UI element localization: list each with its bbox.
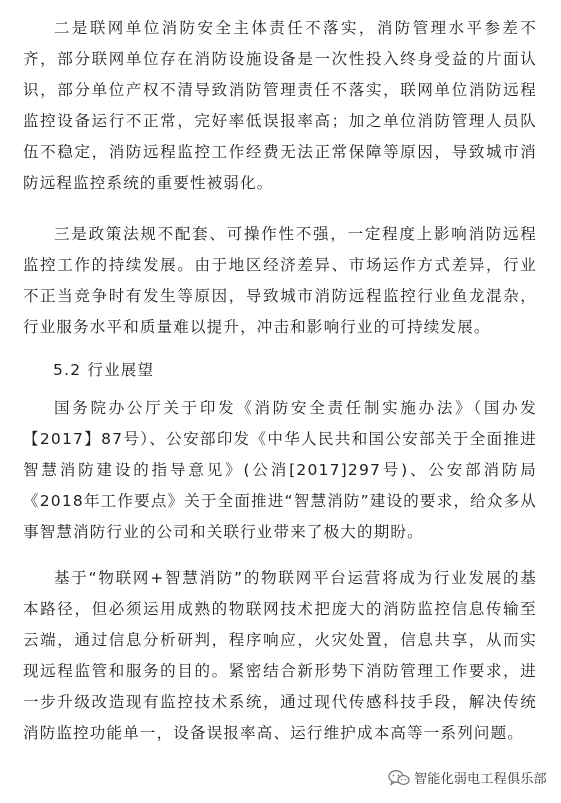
paragraph-responsibility: 二是联网单位消防安全主体责任不落实，消防管理水平参差不齐，部分联网单位存在消防设施设备是一次性投入终身受益的片面认识，部分单位产权不清导致消防管理责任不落实，联网单位消防远程监控设备运行不正常，完好率低误报率高；加之单位消防管理人员队伍不稳定，消防远程监控工作经费无法正常保障等原因，导致城市消防远程监控系统的重要性被弱化。 (23, 19, 537, 193)
wechat-icon (388, 769, 410, 787)
watermark (388, 768, 547, 787)
paragraph-policy-documents: 国务院办公厅关于印发《消防安全责任制实施办法》（国办发【2017】87号）、公安部印发《中华人民共和国公安部关于全面推进智慧消防建设的指导意见》(公消[2017]297号)、公安部消防局《2018年工作要点》关于全面推进“智慧消防”建设的要求，给众多从事智慧消防行业的公司和关联行业带来了极大的期盼。 (23, 399, 537, 542)
watermark-text: 智能化弱电工程俱乐部 (413, 772, 547, 787)
paragraph-policy: 三是政策法规不配套、可操作性不强，一定程度上影响消防远程监控工作的持续发展。由于地区经济差异、市场运作方式差异，行业不正当竞争时有发生等原因，导致城市消防远程监控行业鱼龙混杂，行业服务水平和质量难以提升，冲击和影响行业的可持续发展。 (23, 225, 537, 337)
section-heading: 5.2 行业展望 (53, 361, 155, 379)
paragraph-iot-outlook: 基于“物联网+智慧消防”的物联网平台运营将成为行业发展的基本路径，但必须运用成熟的物联网技术把庞大的消防监控信息传输至云端，通过信息分析研判，程序响应，火灾处置，信息共享，从而实现远程监管和服务的目的。紧密结合新形势下消防管理工作要求，进一步升级改造现有监控技术系统，通过现代传感科技手段，解决传统消防监控功能单一，设备误报率高、运行维护成本高等一系列问题。 (23, 569, 537, 743)
